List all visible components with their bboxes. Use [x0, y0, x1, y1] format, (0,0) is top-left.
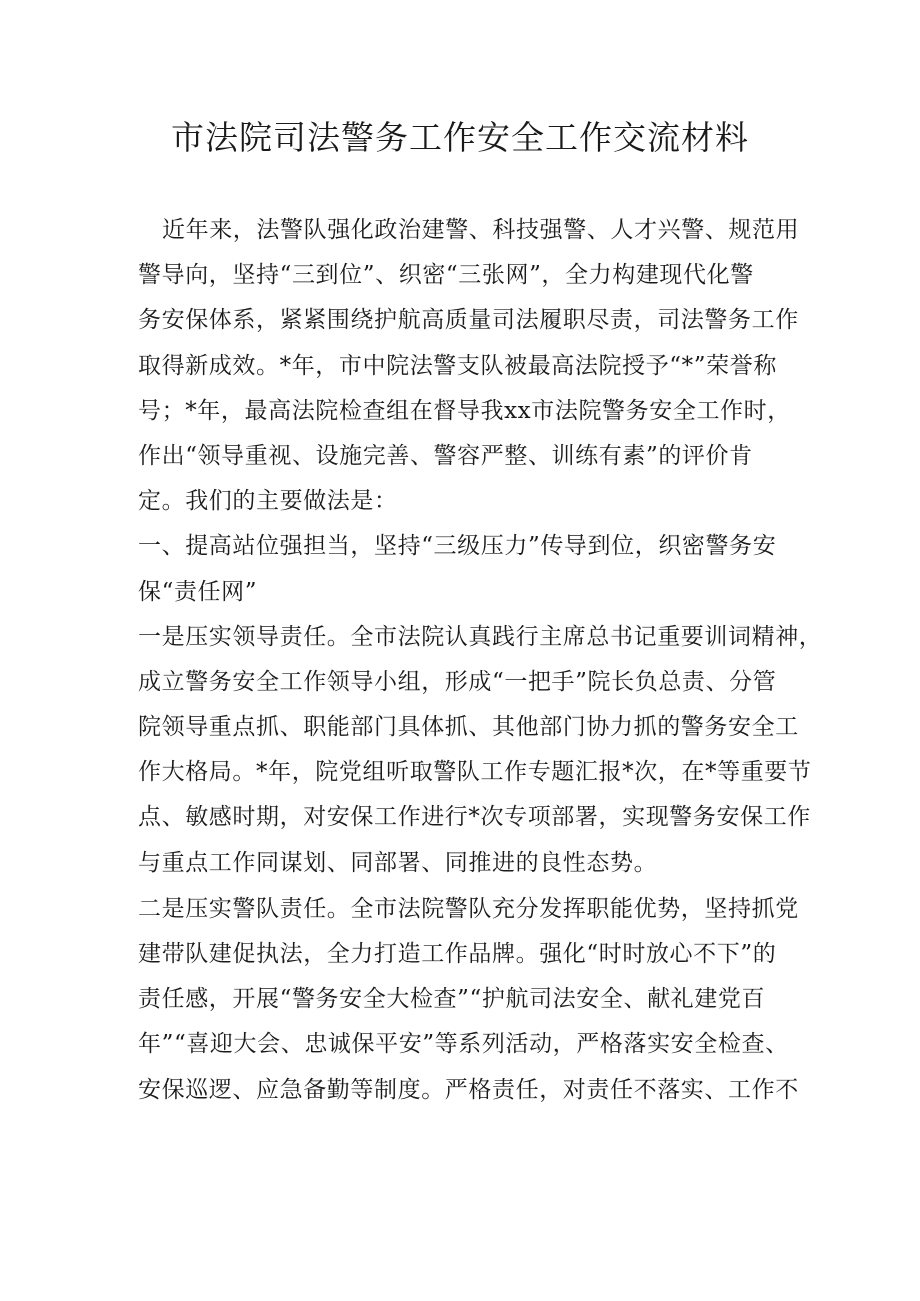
text-line: 定。我们的主要做法是： — [138, 488, 398, 515]
text-line: 与重点工作同谋划、同部署、同推进的良性态势。 — [138, 849, 658, 876]
text-line: 安保巡逻、应急备勤等制度。严格责任，对责任不落实、工作不 — [138, 1076, 799, 1103]
text-line: 作出“领导重视、设施完善、警容严整、训练有素”的评价肯 — [138, 442, 753, 469]
text-line: 点、敏感时期，对安保工作进行*次专项部署，实现警务安保工作 — [138, 804, 811, 831]
text-line: 院领导重点抓、职能部门具体抓、其他部门协力抓的警务安全工 — [138, 714, 799, 741]
document-title: 市法院司法警务工作安全工作交流材料 — [171, 118, 749, 157]
text-line: 近年来，法警队强化政治建警、科技强警、人才兴警、规范用 — [162, 217, 800, 243]
text-line: 取得新成效。*年，市中院法警支队被最高法院授予“*”荣誉称 — [138, 352, 777, 379]
text-line: 务安保体系，紧紧围绕护航高质量司法履职尽责，司法警务工作 — [138, 307, 799, 334]
text-line: 成立警务安全工作领导小组，形成“一把手”院长负总责、分管 — [138, 668, 777, 695]
text-line: 作大格局。*年，院党组听取警队工作专题汇报*次，在*等重要节 — [138, 759, 812, 786]
text-line: 二是压实警队责任。全市法院警队充分发挥职能优势，坚持抓党 — [138, 895, 799, 922]
text-line: 警导向，坚持“三到位”、织密“三张网”，全力构建现代化警 — [138, 262, 754, 289]
text-line: 号；*年，最高法院检查组在督导我xx市法院警务安全工作时， — [138, 397, 791, 424]
text-line: 一是压实领导责任。全市法院认真践行主席总书记重要训词精神， — [138, 623, 823, 650]
section-heading-line: 一、提高站位强担当，坚持“三级压力”传导到位，织密警务安 — [138, 533, 777, 560]
text-line: 责任感，开展“警务安全大检查”“护航司法安全、献礼建党百 — [138, 986, 766, 1013]
text-line: 建带队建促执法，全力打造工作品牌。强化“时时放心不下”的 — [138, 941, 777, 967]
document-body — [138, 208, 823, 1113]
text-line: 年”“喜迎大会、忠诚保平安”等系列活动，严格落实安全检查、 — [138, 1031, 789, 1058]
section-heading-line: 保“责任网” — [138, 578, 258, 605]
